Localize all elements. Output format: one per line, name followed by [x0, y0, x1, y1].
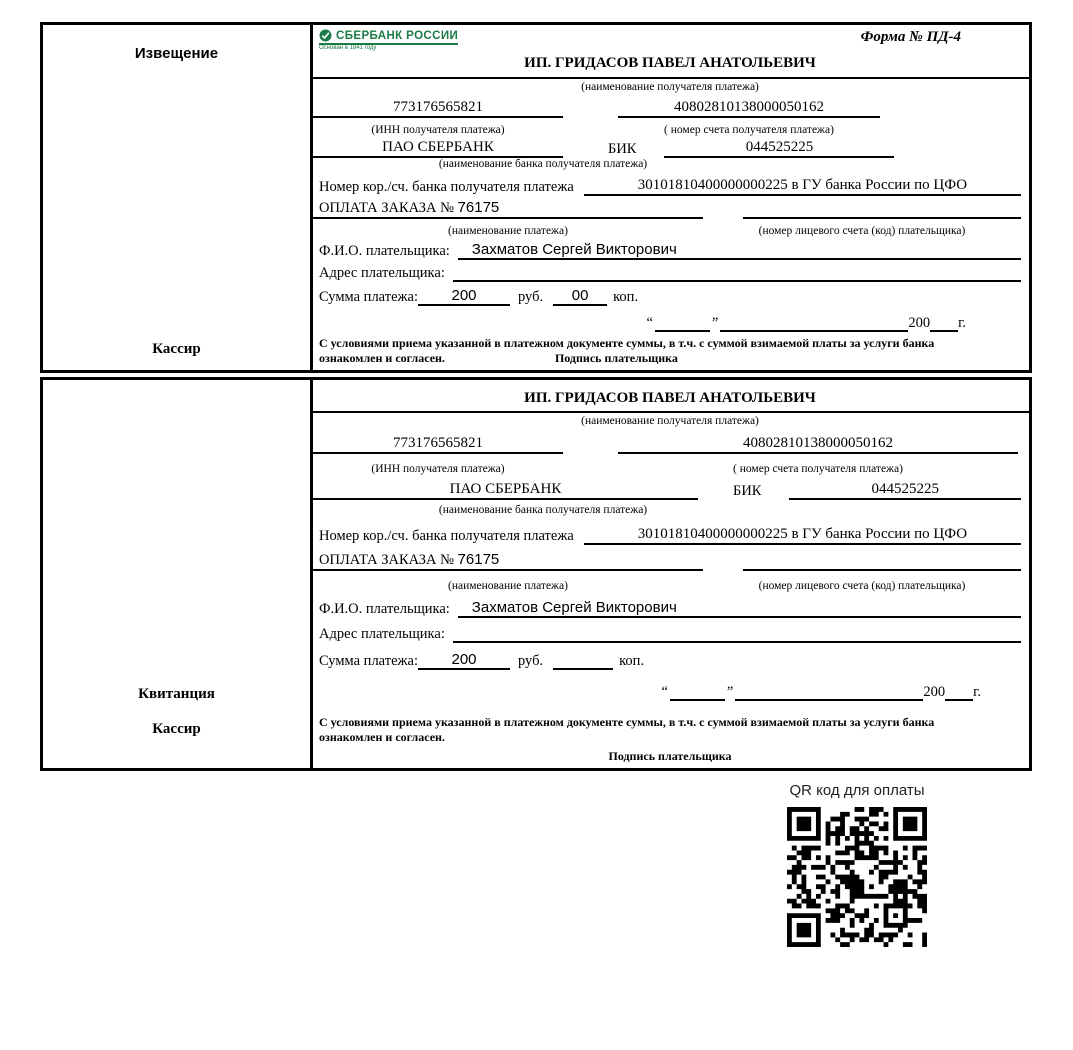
- payment-name-caption: (наименование платежа): [448, 225, 568, 238]
- payer-fio-value: Захматов Сергей Викторович: [458, 599, 1021, 618]
- payer-address-label: Адрес плательщика:: [319, 626, 445, 643]
- date-year-prefix: 200: [908, 314, 931, 331]
- consent-text: [319, 336, 1021, 366]
- notice-left-pane: [43, 25, 313, 370]
- corr-account-label: Номер кор./сч. банка получателя платежа: [319, 179, 574, 196]
- date-month-field: [720, 330, 908, 332]
- sum-label: Сумма платежа:: [319, 289, 418, 306]
- notice-section: [40, 22, 1032, 373]
- close-quote: ”: [726, 684, 734, 700]
- receipt-left-pane: [43, 380, 313, 768]
- bik-value: 044525225: [789, 481, 1021, 500]
- payment-purpose-field: [313, 551, 703, 571]
- account-value: 40802810138000050162: [618, 435, 1018, 454]
- date-day-field: [670, 699, 725, 701]
- sum-rub-field: 200: [418, 287, 510, 306]
- cashier-label: Кассир: [152, 721, 201, 737]
- date-year-prefix: 200: [923, 684, 946, 700]
- sberbank-logo-tagline: Основан в 1841 году: [319, 45, 377, 51]
- payer-address-field: [453, 641, 1021, 643]
- bank-caption: (наименование банка получателя платежа): [438, 503, 648, 516]
- recipient-caption: (наименование получателя платежа): [581, 415, 759, 428]
- bank-name: ПАО СБЕРБАНК: [313, 481, 698, 500]
- date-year-field: [930, 330, 958, 332]
- payer-code-caption: (номер лицевого счета (код) плательщика): [758, 580, 966, 593]
- bank-name: ПАО СБЕРБАНК: [313, 139, 563, 158]
- consent-line1: С условиями приема указанной в платежном документе суммы, в т.ч. с суммой взимаемой платы за услуги банка: [319, 335, 935, 350]
- payer-fio-label: Ф.И.О. плательщика:: [319, 243, 450, 260]
- bik-label: БИК: [608, 140, 637, 157]
- payment-purpose-label: ОПЛАТА ЗАКАЗА №: [319, 552, 454, 568]
- payer-address-label: Адрес плательщика:: [319, 265, 445, 282]
- close-quote: ”: [711, 314, 719, 331]
- notice-form-pane: [313, 25, 1029, 370]
- form-number: Форма № ПД-4: [860, 29, 961, 45]
- date-month-field: [735, 699, 923, 701]
- sum-kop-field: [553, 668, 613, 670]
- notice-title: Извещение: [134, 45, 219, 62]
- recipient-name: ИП. ГРИДАСОВ ПАВЕЛ АНАТОЛЬЕВИЧ: [524, 54, 816, 71]
- payment-qr-code: [787, 807, 927, 947]
- consent-line2: ознакомлен и согласен.: [319, 730, 445, 744]
- inn-value: 773176565821: [313, 99, 563, 118]
- qr-block: [737, 782, 977, 947]
- date-year-field: [945, 699, 973, 701]
- corr-account-value: 30101810400000000225 в ГУ банка России по ЦФО: [584, 526, 1021, 545]
- payment-name-caption: (наименование платежа): [448, 580, 568, 593]
- kop-label: коп.: [613, 289, 639, 306]
- open-quote: “: [661, 684, 668, 700]
- cashier-label: Кассир: [152, 341, 201, 357]
- date-day-field: [655, 330, 710, 332]
- corr-account-label: Номер кор./сч. банка получателя платежа: [319, 528, 574, 545]
- sberbank-logo-text: СБЕРБАНК РОССИИ: [336, 29, 459, 42]
- receipt-form-pane: [313, 380, 1029, 768]
- inn-caption: (ИНН получателя платежа): [371, 462, 505, 475]
- consent-line1: С условиями приема указанной в платежном документе суммы, в т.ч. с суммой взимаемой платы за услуги банка: [319, 715, 935, 729]
- payer-fio-value: Захматов Сергей Викторович: [458, 241, 1021, 260]
- kop-label: коп.: [619, 653, 645, 670]
- sberbank-emblem-icon: [319, 29, 332, 42]
- signature-label: Подпись плательщика: [554, 350, 678, 365]
- consent-text: [319, 715, 1021, 745]
- sberbank-logo: [319, 29, 458, 51]
- consent-line2: ознакомлен и согласен.: [319, 350, 445, 365]
- order-number: 76175: [457, 199, 500, 217]
- corr-account-value: 30101810400000000225 в ГУ банка России по ЦФО: [584, 177, 1021, 196]
- account-caption: ( номер счета получателя платежа): [733, 462, 903, 475]
- receipt-section: [40, 377, 1032, 771]
- bank-caption: (наименование банка получателя платежа): [438, 157, 648, 170]
- payer-code-caption: (номер лицевого счета (код) плательщика): [758, 225, 966, 238]
- inn-caption: (ИНН получателя платежа): [371, 123, 505, 136]
- payer-code-field: [743, 569, 1021, 571]
- payment-purpose-label: ОПЛАТА ЗАКАЗА №: [319, 200, 454, 217]
- rub-label: руб.: [518, 653, 544, 670]
- inn-value: 773176565821: [313, 435, 563, 454]
- receipt-title: Квитанция: [138, 686, 215, 702]
- payment-purpose-field: [313, 199, 703, 219]
- sum-kop-field: 00: [553, 287, 607, 306]
- order-number: 76175: [457, 551, 500, 568]
- rub-label: руб.: [518, 289, 544, 306]
- open-quote: “: [646, 314, 653, 331]
- date-year-suffix: г.: [958, 314, 966, 331]
- bik-label: БИК: [733, 482, 762, 499]
- recipient-caption: (наименование получателя платежа): [581, 80, 759, 93]
- account-value: 40802810138000050162: [618, 99, 880, 118]
- qr-title: QR код для оплаты: [789, 782, 925, 799]
- date-year-suffix: г.: [973, 684, 981, 700]
- sum-rub-field: 200: [418, 651, 510, 670]
- bik-value: 044525225: [664, 139, 894, 158]
- recipient-name: ИП. ГРИДАСОВ ПАВЕЛ АНАТОЛЬЕВИЧ: [524, 390, 816, 406]
- account-caption: ( номер счета получателя платежа): [664, 123, 834, 136]
- payer-fio-label: Ф.И.О. плательщика:: [319, 601, 450, 618]
- signature-label: Подпись плательщика: [608, 749, 732, 763]
- sum-label: Сумма платежа:: [319, 653, 418, 670]
